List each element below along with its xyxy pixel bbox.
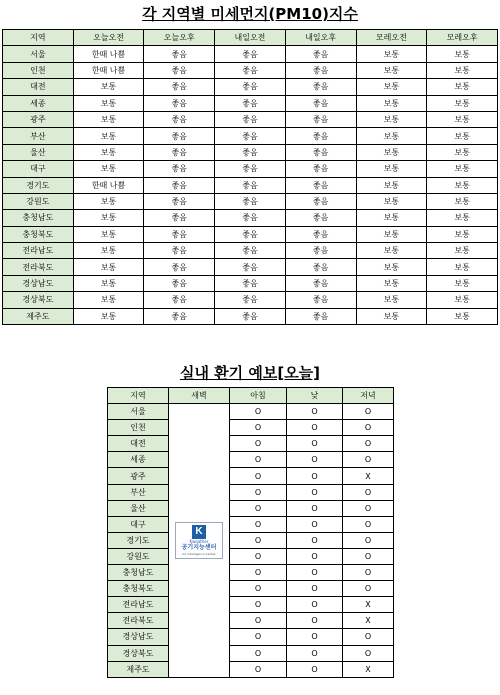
kweather-logo — [175, 522, 223, 559]
region-cell: 충청북도 — [108, 581, 169, 597]
index-cell: 좋음 — [215, 79, 286, 95]
table-row — [3, 243, 498, 259]
index-cell: 보통 — [73, 210, 144, 226]
table-row — [108, 629, 394, 645]
index-cell: 좋음 — [144, 210, 215, 226]
index-cell: 보통 — [427, 259, 498, 275]
forecast-cell: O — [230, 468, 287, 484]
table-row — [3, 95, 498, 111]
table-row — [108, 645, 394, 661]
region-cell: 충청남도 — [108, 565, 169, 581]
region-cell: 대전 — [108, 436, 169, 452]
region-cell: 강원도 — [108, 548, 169, 564]
index-cell: 좋음 — [144, 46, 215, 62]
dawn-column-cell — [169, 404, 230, 678]
forecast-cell: O — [230, 484, 287, 500]
forecast-cell: O — [343, 436, 394, 452]
index-cell: 보통 — [356, 275, 427, 291]
region-cell: 서울 — [108, 404, 169, 420]
index-cell: 좋음 — [285, 144, 356, 160]
index-cell: 좋음 — [215, 193, 286, 209]
index-cell: 좋음 — [285, 161, 356, 177]
forecast-cell: O — [343, 565, 394, 581]
region-cell: 전라남도 — [3, 243, 74, 259]
column-header: 낮 — [287, 388, 343, 404]
logo-brand: Kweather — [189, 538, 209, 544]
index-cell: 보통 — [356, 46, 427, 62]
index-cell: 좋음 — [144, 226, 215, 242]
index-cell: 좋음 — [144, 292, 215, 308]
index-cell: 보통 — [356, 292, 427, 308]
index-cell: 좋음 — [144, 144, 215, 160]
index-cell: 보통 — [73, 243, 144, 259]
region-cell: 광주 — [3, 111, 74, 127]
column-header: 모레오후 — [427, 30, 498, 46]
table-row — [3, 226, 498, 242]
table-row — [3, 275, 498, 291]
region-cell: 세종 — [3, 95, 74, 111]
region-cell: 제주도 — [3, 308, 74, 324]
index-cell: 좋음 — [285, 62, 356, 78]
forecast-cell: O — [287, 404, 343, 420]
region-cell: 경상남도 — [3, 275, 74, 291]
forecast-cell: O — [287, 565, 343, 581]
forecast-cell: O — [343, 484, 394, 500]
forecast-cell: O — [230, 452, 287, 468]
forecast-cell: O — [287, 436, 343, 452]
column-header: 지역 — [3, 30, 74, 46]
index-cell: 보통 — [356, 111, 427, 127]
table-row — [3, 308, 498, 324]
region-cell: 인천 — [3, 62, 74, 78]
index-cell: 좋음 — [215, 144, 286, 160]
forecast-cell: O — [287, 532, 343, 548]
index-cell: 좋음 — [215, 161, 286, 177]
index-cell: 보통 — [73, 128, 144, 144]
column-header: 내일오전 — [215, 30, 286, 46]
table-row — [3, 193, 498, 209]
region-cell: 충청남도 — [3, 210, 74, 226]
forecast-cell: X — [343, 597, 394, 613]
index-cell: 보통 — [73, 193, 144, 209]
forecast-cell: X — [343, 661, 394, 677]
column-header: 오늘오전 — [73, 30, 144, 46]
index-cell: 좋음 — [144, 161, 215, 177]
table-row — [108, 516, 394, 532]
table-row — [108, 581, 394, 597]
pm-index-table — [2, 29, 498, 325]
index-cell: 좋음 — [144, 177, 215, 193]
index-cell: 보통 — [73, 95, 144, 111]
region-cell: 서울 — [3, 46, 74, 62]
table-row — [108, 484, 394, 500]
index-cell: 보통 — [73, 292, 144, 308]
index-cell: 좋음 — [215, 226, 286, 242]
table-header-row — [3, 30, 498, 46]
forecast-cell: O — [343, 581, 394, 597]
region-cell: 경상북도 — [108, 645, 169, 661]
forecast-cell: O — [230, 532, 287, 548]
forecast-cell: O — [287, 629, 343, 645]
index-cell: 좋음 — [144, 128, 215, 144]
forecast-cell: O — [230, 404, 287, 420]
forecast-cell: O — [287, 452, 343, 468]
table-row — [3, 144, 498, 160]
index-cell: 보통 — [427, 226, 498, 242]
index-cell: 좋음 — [285, 259, 356, 275]
index-cell: 좋음 — [285, 308, 356, 324]
index-cell: 좋음 — [144, 259, 215, 275]
table-row — [3, 128, 498, 144]
forecast-cell: O — [287, 581, 343, 597]
index-cell: 보통 — [356, 308, 427, 324]
index-cell: 좋음 — [285, 111, 356, 127]
region-cell: 대전 — [3, 79, 74, 95]
forecast-cell: O — [230, 597, 287, 613]
index-cell: 보통 — [427, 308, 498, 324]
index-cell: 좋음 — [144, 111, 215, 127]
index-cell: 보통 — [427, 193, 498, 209]
index-cell: 좋음 — [285, 46, 356, 62]
region-cell: 경상남도 — [108, 629, 169, 645]
forecast-cell: O — [230, 548, 287, 564]
forecast-cell: O — [343, 420, 394, 436]
forecast-cell: O — [230, 581, 287, 597]
index-cell: 보통 — [73, 79, 144, 95]
forecast-cell: O — [230, 645, 287, 661]
index-cell: 보통 — [427, 243, 498, 259]
column-header: 저녁 — [343, 388, 394, 404]
index-cell: 좋음 — [215, 62, 286, 78]
region-cell: 전라북도 — [3, 259, 74, 275]
column-header: 아침 — [230, 388, 287, 404]
column-header: 모레오전 — [356, 30, 427, 46]
index-cell: 보통 — [356, 226, 427, 242]
forecast-cell: O — [230, 436, 287, 452]
index-cell: 좋음 — [144, 308, 215, 324]
index-cell: 좋음 — [215, 308, 286, 324]
table-row — [3, 62, 498, 78]
forecast-cell: O — [287, 420, 343, 436]
forecast-cell: O — [287, 645, 343, 661]
table-row — [108, 532, 394, 548]
column-header: 새벽 — [169, 388, 230, 404]
forecast-cell: O — [343, 645, 394, 661]
forecast-cell: O — [287, 613, 343, 629]
index-cell: 좋음 — [215, 292, 286, 308]
index-cell: 좋음 — [144, 193, 215, 209]
forecast-cell: O — [230, 565, 287, 581]
table-header-row — [108, 388, 394, 404]
index-cell: 보통 — [73, 161, 144, 177]
region-cell: 강원도 — [3, 193, 74, 209]
index-cell: 보통 — [427, 128, 498, 144]
index-cell: 보통 — [356, 128, 427, 144]
forecast-cell: O — [343, 404, 394, 420]
forecast-cell: X — [343, 468, 394, 484]
region-cell: 경기도 — [3, 177, 74, 193]
index-cell: 보통 — [427, 275, 498, 291]
forecast-cell: O — [287, 516, 343, 532]
forecast-cell: O — [230, 613, 287, 629]
pm-section-title: 각 지역별 미세먼지(PM10)지수 — [142, 5, 358, 23]
forecast-cell: O — [343, 629, 394, 645]
index-cell: 보통 — [356, 95, 427, 111]
index-cell: 보통 — [73, 144, 144, 160]
k-logo-icon: K — [192, 525, 206, 539]
index-cell: 보통 — [356, 177, 427, 193]
table-row — [108, 500, 394, 516]
forecast-cell: O — [287, 468, 343, 484]
forecast-cell: O — [287, 597, 343, 613]
index-cell: 좋음 — [215, 177, 286, 193]
index-cell: 좋음 — [285, 275, 356, 291]
table-row — [3, 161, 498, 177]
region-cell: 울산 — [108, 500, 169, 516]
index-cell: 좋음 — [285, 177, 356, 193]
index-cell: 보통 — [427, 210, 498, 226]
forecast-cell: O — [230, 500, 287, 516]
region-cell: 인천 — [108, 420, 169, 436]
forecast-cell: O — [230, 420, 287, 436]
table-row — [108, 661, 394, 677]
index-cell: 좋음 — [215, 210, 286, 226]
index-cell: 보통 — [73, 111, 144, 127]
index-cell: 보통 — [356, 259, 427, 275]
logo-name: 공기지능센터 — [181, 543, 217, 551]
forecast-cell: O — [230, 629, 287, 645]
index-cell: 보통 — [356, 79, 427, 95]
region-cell: 경기도 — [108, 532, 169, 548]
region-cell: 대구 — [108, 516, 169, 532]
column-header: 내일오후 — [285, 30, 356, 46]
ventilation-section-title: 실내 환기 예보[오늘] — [179, 364, 321, 382]
index-cell: 좋음 — [144, 62, 215, 78]
table-row — [108, 404, 394, 420]
forecast-cell: O — [343, 452, 394, 468]
index-cell: 보통 — [427, 161, 498, 177]
forecast-cell: O — [343, 532, 394, 548]
index-cell: 보통 — [427, 177, 498, 193]
index-cell: 한때 나쁨 — [73, 46, 144, 62]
table-row — [108, 452, 394, 468]
ventilation-forecast-table — [107, 387, 394, 678]
region-cell: 전라남도 — [108, 597, 169, 613]
index-cell: 좋음 — [285, 210, 356, 226]
forecast-cell: O — [230, 661, 287, 677]
index-cell: 보통 — [427, 111, 498, 127]
forecast-cell: X — [343, 613, 394, 629]
index-cell: 보통 — [356, 144, 427, 160]
index-cell: 보통 — [73, 226, 144, 242]
index-cell: 좋음 — [144, 243, 215, 259]
table-row — [3, 259, 498, 275]
region-cell: 대구 — [3, 161, 74, 177]
table-row — [108, 565, 394, 581]
region-cell: 광주 — [108, 468, 169, 484]
index-cell: 좋음 — [285, 79, 356, 95]
forecast-cell: O — [287, 548, 343, 564]
index-cell: 좋음 — [285, 226, 356, 242]
region-cell: 전라북도 — [108, 613, 169, 629]
forecast-cell: O — [343, 516, 394, 532]
region-cell: 부산 — [3, 128, 74, 144]
index-cell: 보통 — [427, 95, 498, 111]
forecast-cell: O — [287, 500, 343, 516]
forecast-cell: O — [343, 548, 394, 564]
forecast-cell: O — [230, 516, 287, 532]
table-row — [3, 292, 498, 308]
forecast-cell: O — [287, 661, 343, 677]
region-cell: 충청북도 — [3, 226, 74, 242]
index-cell: 좋음 — [215, 95, 286, 111]
index-cell: 보통 — [427, 292, 498, 308]
index-cell: 좋음 — [285, 243, 356, 259]
forecast-cell: O — [343, 500, 394, 516]
index-cell: 좋음 — [215, 259, 286, 275]
index-cell: 좋음 — [215, 275, 286, 291]
region-cell: 울산 — [3, 144, 74, 160]
forecast-cell: O — [287, 484, 343, 500]
table-row — [108, 548, 394, 564]
index-cell: 보통 — [427, 46, 498, 62]
table-row — [108, 597, 394, 613]
table-row — [3, 210, 498, 226]
index-cell: 보통 — [73, 308, 144, 324]
region-cell: 세종 — [108, 452, 169, 468]
index-cell: 좋음 — [144, 95, 215, 111]
index-cell: 좋음 — [144, 275, 215, 291]
index-cell: 좋음 — [215, 111, 286, 127]
index-cell: 좋음 — [285, 128, 356, 144]
index-cell: 좋음 — [285, 95, 356, 111]
table-row — [3, 79, 498, 95]
index-cell: 좋음 — [285, 193, 356, 209]
table-row — [108, 468, 394, 484]
index-cell: 보통 — [427, 144, 498, 160]
logo-subtitle: Air Intelligence Center — [182, 551, 216, 556]
index-cell: 한때 나쁨 — [73, 62, 144, 78]
index-cell: 한때 나쁨 — [73, 177, 144, 193]
table-row — [108, 613, 394, 629]
table-row — [3, 177, 498, 193]
index-cell: 보통 — [356, 210, 427, 226]
table-row — [3, 46, 498, 62]
index-cell: 보통 — [356, 62, 427, 78]
index-cell: 보통 — [356, 193, 427, 209]
index-cell: 좋음 — [215, 128, 286, 144]
index-cell: 좋음 — [215, 243, 286, 259]
index-cell: 좋음 — [215, 46, 286, 62]
table-row — [108, 420, 394, 436]
index-cell: 좋음 — [285, 292, 356, 308]
index-cell: 보통 — [73, 259, 144, 275]
region-cell: 부산 — [108, 484, 169, 500]
index-cell: 보통 — [73, 275, 144, 291]
region-cell: 경상북도 — [3, 292, 74, 308]
index-cell: 보통 — [356, 161, 427, 177]
table-row — [3, 111, 498, 127]
index-cell: 좋음 — [144, 79, 215, 95]
table-row — [108, 436, 394, 452]
column-header: 오늘오후 — [144, 30, 215, 46]
column-header: 지역 — [108, 388, 169, 404]
index-cell: 보통 — [356, 243, 427, 259]
index-cell: 보통 — [427, 62, 498, 78]
index-cell: 보통 — [427, 79, 498, 95]
region-cell: 제주도 — [108, 661, 169, 677]
